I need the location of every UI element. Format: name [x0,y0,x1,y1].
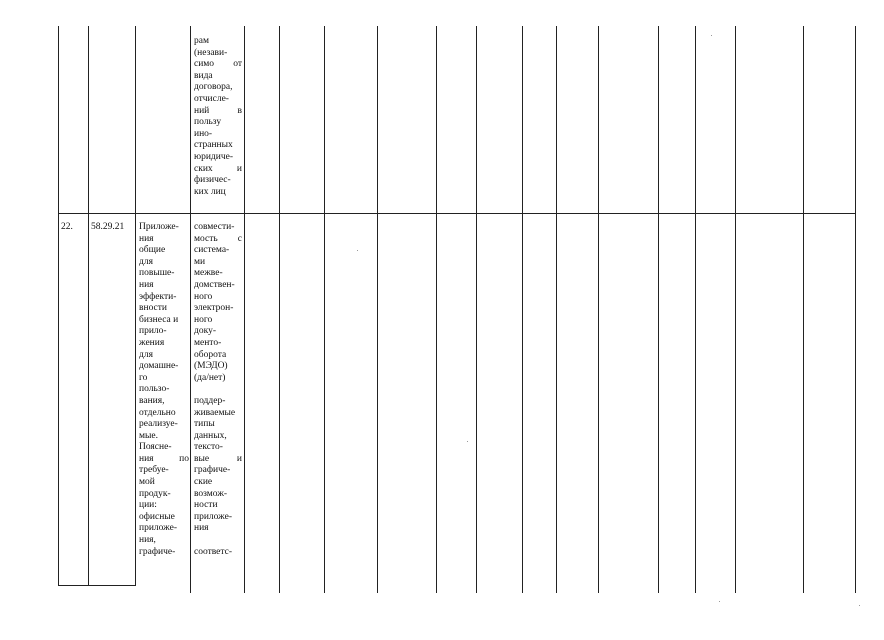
text-line: (незави- [194,47,228,58]
text-line: ино- [194,128,213,139]
text-line: приложе- [194,511,232,522]
column-divider [695,26,696,593]
column-divider [735,26,736,593]
column-divider [324,26,325,593]
text-word: по [179,453,189,464]
text-line: ния [194,523,209,534]
text-word: и [236,163,242,174]
scan-speck [357,250,358,251]
text-line: система- [194,245,230,256]
text-line: доку- [194,326,216,337]
text-line [194,234,242,246]
column-divider [190,26,191,593]
scan-speck [859,605,860,606]
scan-speck [711,35,712,36]
column-divider [135,26,136,586]
text-line: менто- [194,337,222,348]
product-code-cell [91,222,134,234]
text-word: мость [194,233,218,244]
text-line: отчисле- [194,93,229,104]
table-border-right [855,26,856,593]
text-line: Поясне- [139,442,172,453]
text-line: требуе- [139,465,169,476]
text-line: совмести- [194,222,235,232]
text-line: данных, [194,430,227,441]
text-line: (МЭДО) [194,361,228,372]
characteristic-cell [194,222,242,558]
text-line: соответс- [194,546,233,557]
text-word: вые [194,453,210,464]
column-divider [556,26,557,593]
text-line: рам [194,36,209,46]
text-line [194,106,242,118]
text-line: домствен- [194,279,235,290]
row-number-cell [61,222,87,234]
column-divider [803,26,804,593]
text-line: бизнеса и [139,314,179,325]
text-line: ния [139,233,154,244]
text-line [194,454,242,466]
text-line: для [139,256,153,267]
column-divider [658,26,659,593]
text-line: ности [194,500,218,511]
text-line: ного [194,314,213,325]
column-divider [436,26,437,593]
column-divider [377,26,378,593]
text-line: физичес- [194,175,231,186]
text-line: жения [139,337,165,348]
table-border-bottom [58,585,136,586]
row-number: 22. [61,222,73,232]
text-line: прило- [139,326,167,337]
text-word: в [237,105,242,116]
table-border-left [58,26,59,586]
text-line: тексто- [194,442,223,453]
column-divider [244,26,245,593]
text-line: продук- [139,488,171,499]
text-line: отдельно [139,407,176,418]
text-line: ния, [139,535,156,546]
text-word: ний [194,105,210,116]
text-line: межве- [194,268,223,279]
column-divider [88,26,89,586]
row-separator [58,213,856,214]
column-divider [522,26,523,593]
text-line [139,454,189,466]
text-line: мой [139,477,155,488]
continued-characteristic-text [194,36,242,198]
text-line: повыше- [139,268,175,279]
continued-characteristic-cell [194,36,242,198]
text-line: вида [194,70,213,81]
scan-speck [467,441,468,442]
text-line: Приложе- [139,222,179,232]
text-line: графиче- [194,465,231,476]
scan-speck [719,601,720,602]
text-line: приложе- [139,523,177,534]
text-line: ких лиц [194,186,226,197]
product-code: 58.29.21 [91,222,125,232]
product-name-text [139,222,189,558]
text-line: ми [194,256,206,267]
text-line: графиче- [139,546,176,557]
text-line: домашне- [139,361,179,372]
column-divider [279,26,280,593]
column-divider [476,26,477,593]
text-line [194,384,242,396]
text-word: с [237,233,242,244]
text-line: ного [194,291,213,302]
text-line: оборота [194,349,227,360]
text-line: договора, [194,82,233,93]
text-line: го [139,372,148,383]
text-line [194,164,242,176]
text-line: офисные [139,511,175,522]
text-word: симо [194,59,215,70]
text-line: возмож- [194,488,228,499]
text-line: пользо- [139,384,170,395]
text-line: вности [139,303,168,314]
text-word: и [236,453,242,464]
text-line: живаемые [194,407,236,418]
product-name-cell [139,222,189,558]
text-line [194,535,242,547]
text-line: странных [194,140,233,151]
text-line: поддер- [194,395,226,406]
text-line [194,59,242,71]
text-line: мые. [139,430,158,441]
text-line: типы [194,419,215,430]
text-line: (да/нет) [194,372,226,383]
text-word: ских [194,163,213,174]
text-line: вания, [139,395,165,406]
text-line: пользу [194,117,222,128]
text-line: электрон- [194,303,234,314]
text-line: эффекти- [139,291,177,302]
column-divider [598,26,599,593]
characteristic-text [194,222,242,558]
text-word: ния [139,453,154,464]
text-line: реализуе- [139,419,178,430]
text-line: ские [194,477,213,488]
text-line: общие [139,245,166,256]
text-line: юридиче- [194,151,234,162]
text-line: для [139,349,153,360]
text-line: ции: [139,500,157,511]
text-word: от [233,59,242,70]
text-line: ния [139,279,154,290]
